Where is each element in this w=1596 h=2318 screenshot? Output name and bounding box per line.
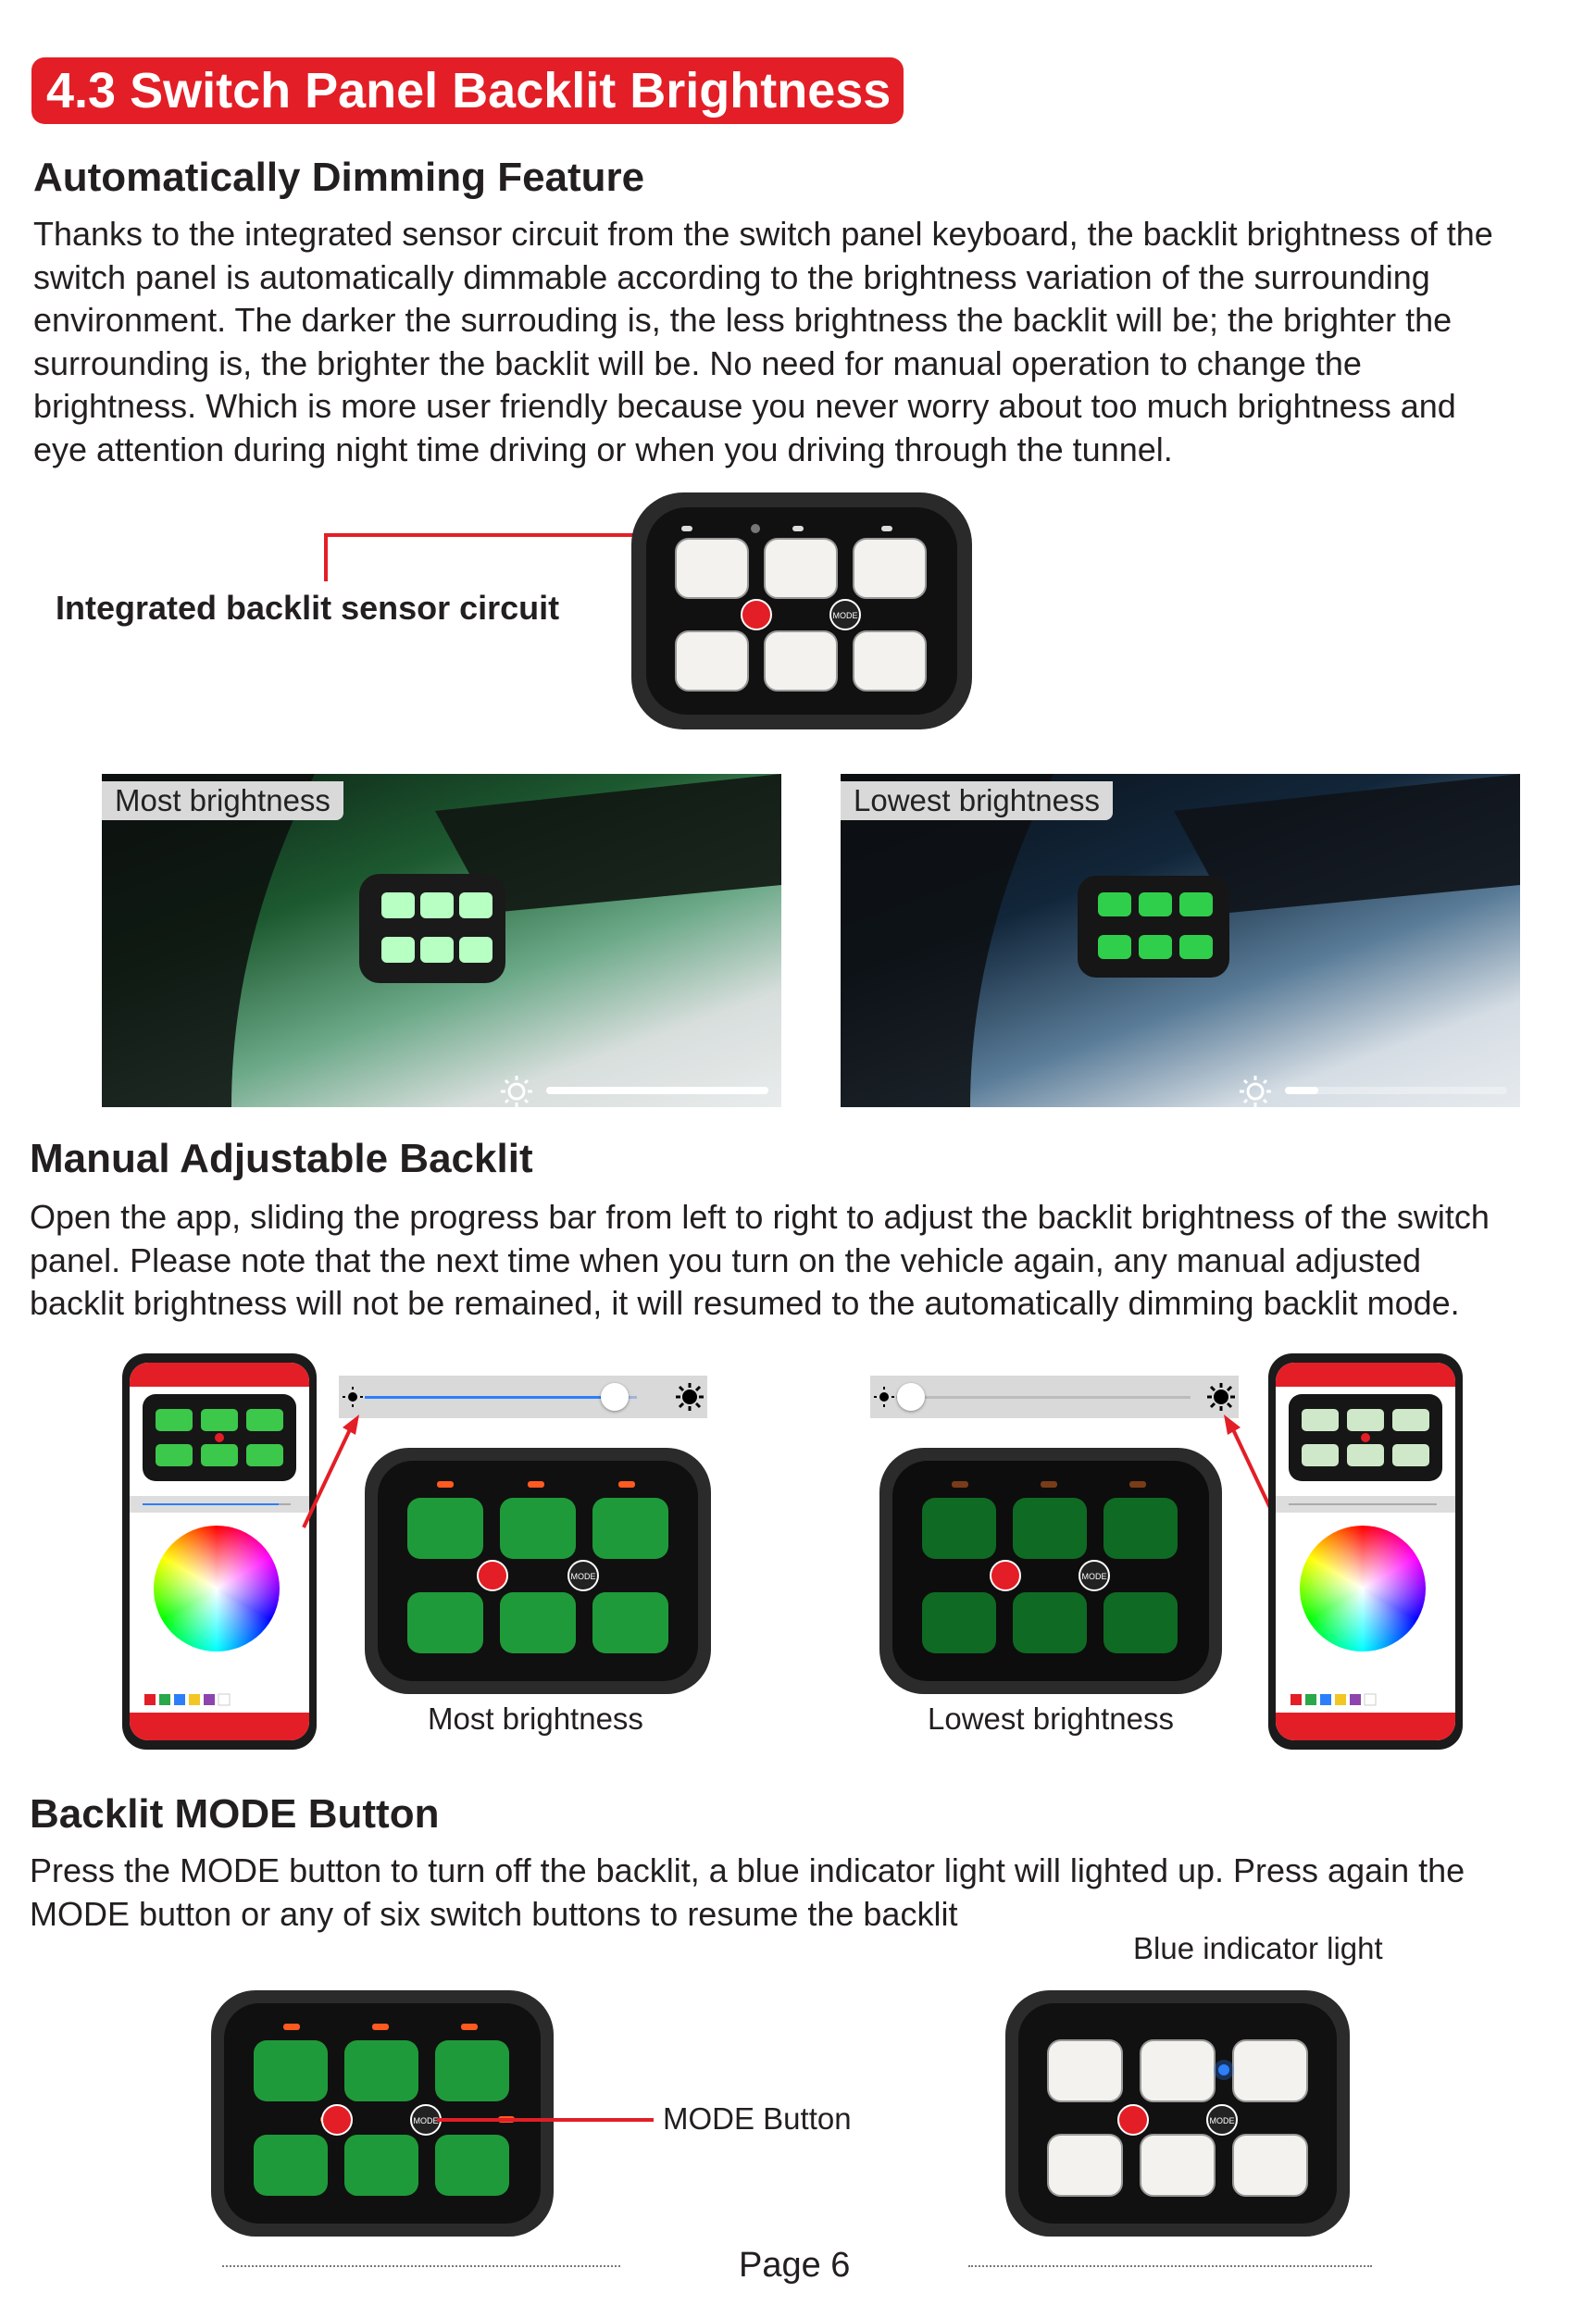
switch-panel-bright xyxy=(363,1446,713,1696)
mode-pointer xyxy=(435,2107,657,2125)
sun-icon xyxy=(500,1075,533,1107)
photo-right-tag: Lowest brightness xyxy=(841,781,1113,820)
phone-right xyxy=(1268,1353,1463,1750)
auto-heading: Automatically Dimming Feature xyxy=(33,155,645,200)
phone-left xyxy=(122,1353,317,1750)
auto-slider-right xyxy=(1285,1087,1507,1094)
sun-large-icon xyxy=(1207,1383,1235,1411)
auto-slider-left xyxy=(546,1087,768,1094)
svg-text:MODE: MODE xyxy=(413,2116,439,2125)
section-title: 4.3 Switch Panel Backlit Brightness xyxy=(31,57,904,124)
caption-lowest: Lowest brightness xyxy=(928,1701,1174,1736)
photo-most-brightness xyxy=(102,774,781,1107)
sun-large-icon xyxy=(676,1383,704,1411)
footer-rule-right xyxy=(968,2265,1372,2267)
photo-lowest-brightness xyxy=(841,774,1520,1107)
color-wheel[interactable] xyxy=(154,1526,280,1651)
auto-paragraph: Thanks to the integrated sensor circuit from the switch panel keyboard, the backlit brightness of the switch panel is automatically dimmable according to the brightness variation of the surrounding environment. The darker the surrouding is, the less brightness the backlit will be; the brighter the surrounding is, the brighter the backlit will be. No need for manual operation to change the brightness. Which is more user friendly because you never worry about too much brightness and eye attention during night time driving or when you driving through the tunnel. xyxy=(33,215,1493,468)
slider-knob[interactable] xyxy=(897,1383,925,1411)
page-number: Page 6 xyxy=(739,2246,851,2285)
mode-paragraph: Press the MODE button to turn off the backlit, a blue indicator light will lighted up. Press again the MODE button or any of six switch buttons to resume the backlit xyxy=(30,1851,1465,1933)
svg-text:MODE: MODE xyxy=(1081,1572,1107,1581)
svg-text:MODE: MODE xyxy=(570,1572,596,1581)
switch-panel-dim xyxy=(878,1446,1224,1696)
arrow-left xyxy=(298,1413,363,1533)
mode-button-label: MODE Button xyxy=(663,2101,852,2136)
caption-most: Most brightness xyxy=(428,1701,643,1736)
manual-slider-bar-left[interactable] xyxy=(339,1376,707,1418)
sun-icon xyxy=(1239,1075,1272,1107)
manual-heading: Manual Adjustable Backlit xyxy=(30,1136,533,1181)
color-wheel[interactable] xyxy=(1300,1526,1426,1651)
footer-rule-left xyxy=(222,2265,620,2267)
panel-mode-text: MODE xyxy=(832,611,858,620)
photo-left-tag: Most brightness xyxy=(102,781,343,820)
slider-knob[interactable] xyxy=(601,1383,629,1411)
sun-small-icon xyxy=(343,1387,363,1407)
mode-heading: Backlit MODE Button xyxy=(30,1791,440,1837)
manual-slider-bar-right[interactable] xyxy=(870,1376,1239,1418)
app-slider-left[interactable] xyxy=(143,1503,279,1505)
blue-indicator-label: Blue indicator light xyxy=(1133,1931,1383,1965)
switch-panel-backlit-off xyxy=(1004,1988,1352,2238)
sun-small-icon xyxy=(874,1387,894,1407)
switch-panel-white xyxy=(630,491,974,731)
svg-text:MODE: MODE xyxy=(1209,2116,1235,2125)
sensor-label: Integrated backlit sensor circuit xyxy=(56,589,560,627)
manual-paragraph: Open the app, sliding the progress bar from left to right to adjust the backlit brightness of the switch panel. Please note that the next time when you turn on the vehicle again, any manual adjusted backlit brightness will not be remained, it will resumed to the automatically dimming backlit mode. xyxy=(30,1198,1490,1322)
